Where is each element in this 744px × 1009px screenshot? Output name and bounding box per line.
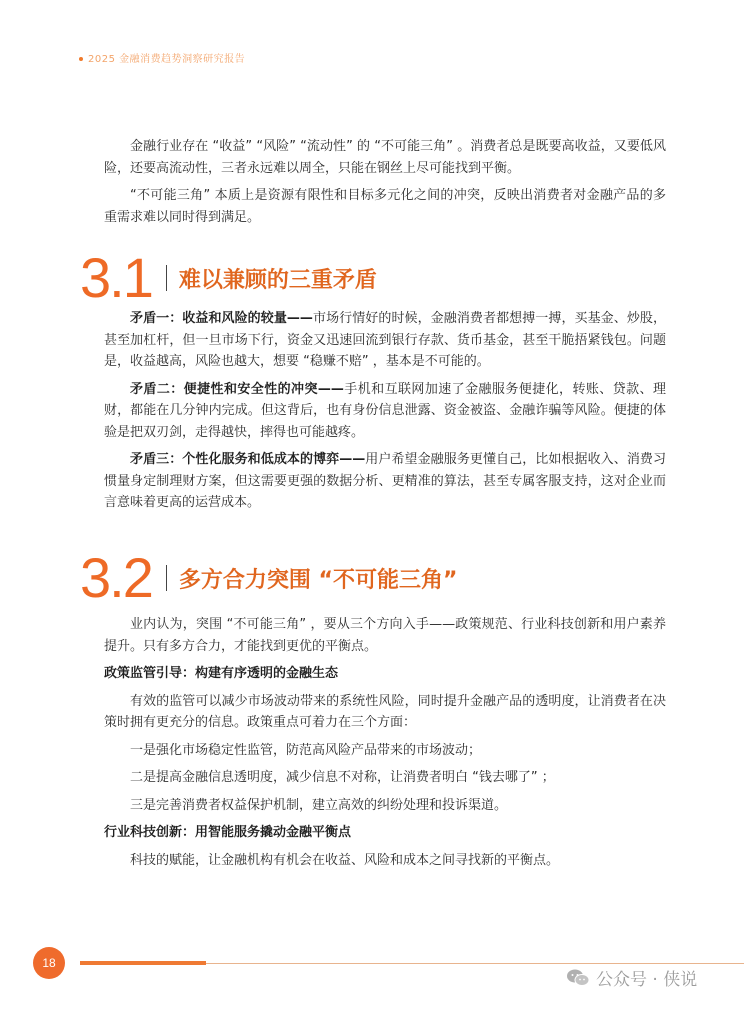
policy-paragraph: 有效的监管可以减少市场波动带来的系统性风险，同时提升金融产品的透明度，让消费者在决策时拥有更充分的信息。政策重点可着力在三个方面： [104, 693, 666, 730]
contradiction-paragraph [104, 379, 666, 444]
intro-block [104, 136, 666, 228]
running-header [79, 50, 245, 65]
policy-point: 一是强化市场稳定性监管，防范高风险产品带来的市场波动； [130, 742, 482, 758]
section-3-1-body [104, 308, 666, 514]
section-heading-3-2 [80, 546, 458, 609]
contradiction-text: 市场行情好的时候，金融消费者都想搏一搏，买基金、炒股，甚至加杠杆，但一旦市场下行，资金又迅速回流到银行存款、货币基金，甚至干脆捂紧钱包。问题是，收益越高，风险也越大，想要 “稳赚不赔” ，基本是不可能的。 [104, 311, 666, 369]
section-title: 难以兼顾的三重矛盾 [178, 267, 377, 293]
footer-accent-bar [80, 961, 206, 965]
section-heading-3-1 [80, 246, 377, 309]
intro-paragraph-1: 金融行业存在 “收益” “风险” “流动性” 的 “不可能三角” 。消费者总是既要高收益，又要低风险，还要高流动性，三者永远难以周全，只能在钢丝上尽可能找到平衡。 [104, 139, 666, 176]
contradiction-paragraph [104, 449, 666, 514]
contradiction-label: 矛盾二：便捷性和安全性的冲突—— [130, 381, 344, 397]
running-title: 2025 金融消费趋势洞察研究报告 [88, 54, 246, 65]
section-3-2-body [104, 614, 666, 871]
watermark-text: 公众号 · 侠说 [596, 970, 698, 990]
contradiction-text: 用户希望金融服务更懂自己，比如根据收入、消费习惯量身定制理财方案，但这需要更强的数据分析、更精准的算法，甚至专属客服支持，这对企业而言意味着更高的运营成本。 [104, 452, 666, 510]
policy-point: 三是完善消费者权益保护机制，建立高效的纠纷处理和投诉渠道。 [130, 797, 508, 813]
bullet-dot-icon [79, 57, 83, 61]
subheading-tech: 行业科技创新：用智能服务撬动金融平衡点 [104, 825, 352, 840]
watermark [566, 965, 697, 990]
heading-divider [166, 265, 167, 291]
section-number: 3.2 [80, 546, 152, 609]
intro-paragraph-2: “不可能三角” 本质上是资源有限性和目标多元化之间的冲突，反映出消费者对金融产品的多重需求难以同时得到满足。 [104, 188, 666, 225]
section-title: 多方合力突围 “不可能三角” [178, 567, 458, 593]
contradiction-text: 手机和互联网加速了金融服务便捷化，转账、贷款、理财，都能在几分钟内完成。但这背后，也有身份信息泄露、资金被盗、金融诈骗等风险。便捷的体验是把双刃剑，走得越快，摔得也可能越疼。 [104, 381, 666, 440]
section-number: 3.1 [80, 246, 152, 309]
subheading-policy: 政策监管引导：构建有序透明的金融生态 [104, 666, 339, 681]
contradiction-label: 矛盾三：个性化服务和低成本的博弈—— [130, 452, 366, 467]
page-number-badge: 18 [33, 947, 65, 979]
heading-divider [166, 565, 167, 591]
contradiction-paragraph [104, 308, 666, 373]
tech-paragraph: 科技的赋能，让金融机构有机会在收益、风险和成本之间寻找新的平衡点。 [130, 852, 560, 868]
policy-point: 二是提高金融信息透明度，减少信息不对称，让消费者明白 “钱去哪了” ； [130, 770, 555, 785]
wechat-icon [566, 968, 590, 988]
section-intro: 业内认为，突围 “不可能三角” ，要从三个方向入手——政策规范、行业科技创新和用户素养提升。只有多方合力，才能找到更优的平衡点。 [104, 617, 666, 654]
contradiction-label: 矛盾一：收益和风险的较量—— [130, 311, 313, 326]
